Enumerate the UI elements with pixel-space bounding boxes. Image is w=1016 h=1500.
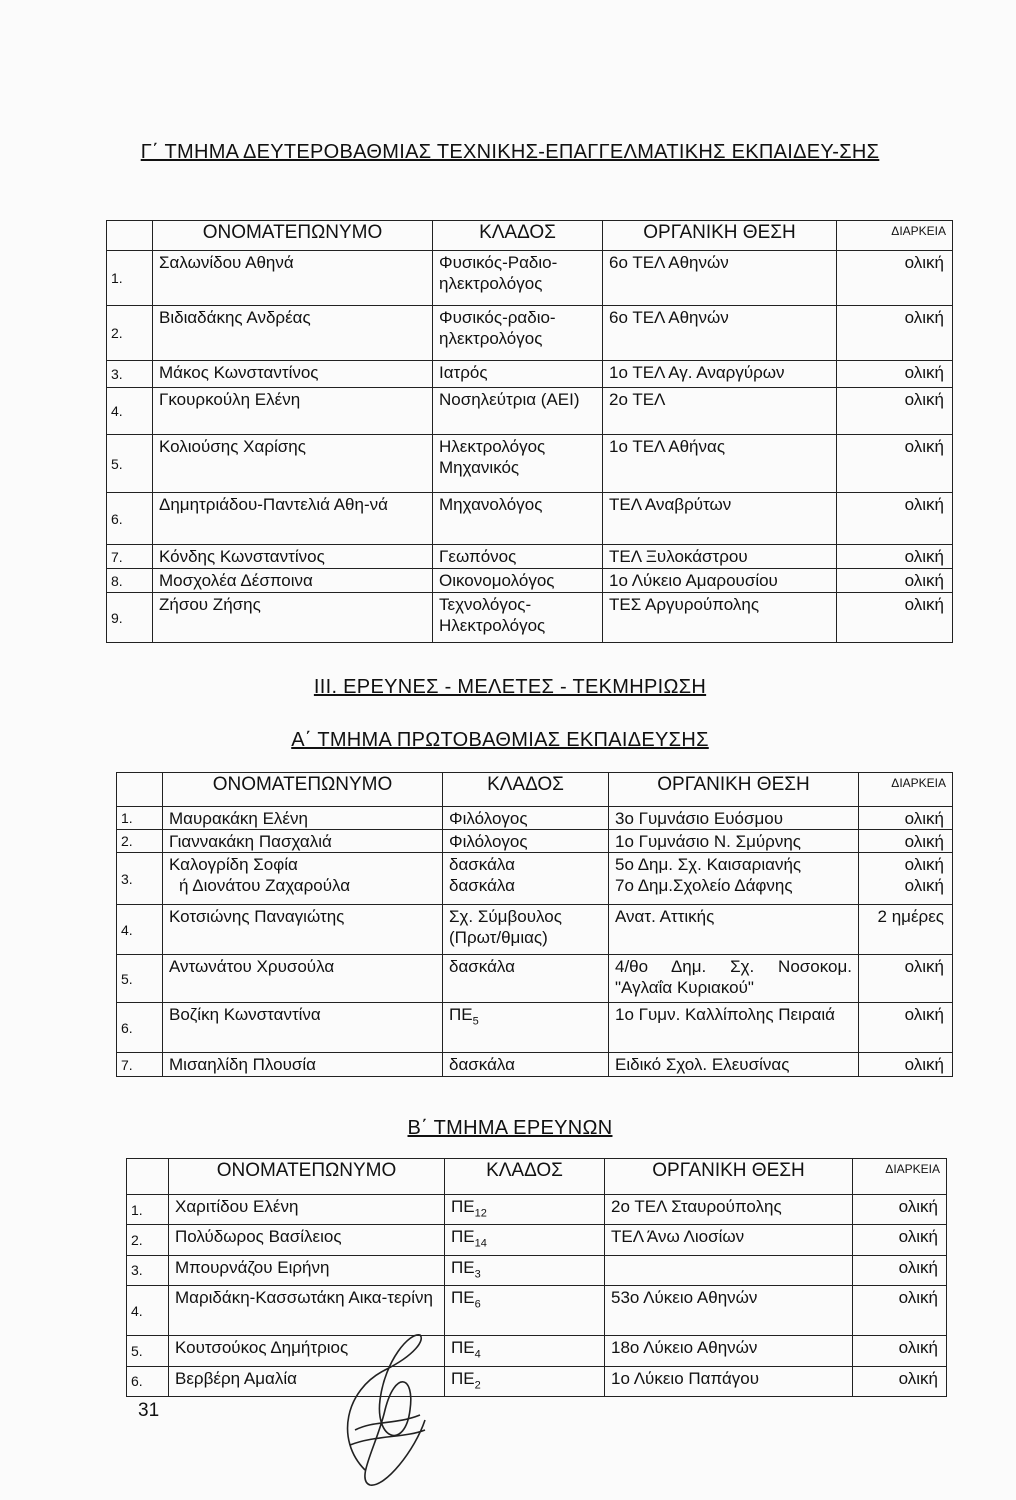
branch-line: δασκάλα [449, 855, 515, 874]
table-row [117, 1053, 953, 1077]
duration-line-alt: ολική [904, 876, 944, 895]
row-number: 2. [117, 830, 163, 853]
col-branch-header: ΚΛΑΔΟΣ [433, 221, 603, 251]
name-cell: Κοτσιώνης Παναγιώτης [163, 905, 443, 955]
row-number: 8. [107, 569, 153, 593]
table-row [127, 1195, 947, 1225]
position-cell: 6ο ΤΕΛ Αθηνών [603, 306, 837, 361]
duration-cell: ολική [837, 545, 953, 569]
section-g-table [106, 220, 953, 643]
branch-subscript: 12 [474, 1207, 487, 1220]
branch-code: ΠΕ [451, 1227, 475, 1247]
col-duration-header: ΔΙΑΡΚΕΙΑ [859, 773, 953, 807]
col-position-header: ΟΡΓΑΝΙΚΗ ΘΕΣΗ [603, 221, 837, 251]
duration-cell: ολική [859, 807, 953, 830]
branch-cell: δασκάλα [443, 1053, 609, 1077]
position-cell: 18ο Λύκειο Αθηνών [605, 1336, 853, 1366]
row-number: 4. [107, 388, 153, 435]
branch-code: ΠΕ [449, 1005, 473, 1024]
duration-cell: ολική [837, 593, 953, 643]
duration-cell: ολική [853, 1255, 947, 1285]
branch-code: ΠΕ [451, 1257, 475, 1277]
position-cell: 2ο ΤΕΛ Σταυρούπολης [605, 1195, 853, 1225]
duration-cell: ολική [837, 361, 953, 388]
table-row [107, 306, 953, 361]
position-cell: ΤΕΣ Αργυρούπολης [603, 593, 837, 643]
col-position-header: ΟΡΓΑΝΙΚΗ ΘΕΣΗ [605, 1159, 853, 1195]
duration-cell: ολική [859, 1053, 953, 1077]
name-cell: Μάκος Κωνσταντίνος [153, 361, 433, 388]
row-number: 2. [107, 306, 153, 361]
position-cell: 53ο Λύκειο Αθηνών [605, 1286, 853, 1336]
section-b-table [126, 1158, 947, 1397]
branch-cell: Φυσικός-Ραδιο-ηλεκτρολόγος [433, 251, 603, 306]
name-cell: Πολύδωρος Βασίλειος [169, 1225, 445, 1255]
table-row [107, 435, 953, 493]
col-duration-header: ΔΙΑΡΚΕΙΑ [837, 221, 953, 251]
position-cell: 1ο Γυμν. Καλλίπολης Πειραιά [609, 1003, 859, 1053]
col-branch-header: ΚΛΑΔΟΣ [445, 1159, 605, 1195]
name-cell: Βερβέρη Αμαλία [169, 1366, 445, 1396]
name-line: Καλογρίδη Σοφία [169, 855, 298, 874]
col-num [117, 773, 163, 807]
name-cell: Μισαηλίδη Πλουσία [163, 1053, 443, 1077]
branch-subscript: 14 [474, 1237, 487, 1250]
branch-cell [445, 1195, 605, 1225]
name-cell: Γκουρκούλη Ελένη [153, 388, 433, 435]
position-cell [605, 1255, 853, 1285]
row-number: 7. [107, 545, 153, 569]
branch-cell [445, 1366, 605, 1396]
row-number: 6. [127, 1366, 169, 1396]
table-row [127, 1286, 947, 1336]
branch-cell: Ηλεκτρολόγος Μηχανικός [433, 435, 603, 493]
signature-mark [325, 1330, 445, 1490]
branch-cell: Νοσηλεύτρια (ΑΕΙ) [433, 388, 603, 435]
col-num [127, 1159, 169, 1195]
duration-cell: ολική [859, 1003, 953, 1053]
col-name-header: ΟΝΟΜΑΤΕΠΩΝΥΜΟ [163, 773, 443, 807]
name-cell [163, 853, 443, 905]
duration-line: ολική [904, 855, 944, 874]
branch-cell [445, 1225, 605, 1255]
row-number: 9. [107, 593, 153, 643]
page-number: 31 [138, 1400, 160, 1421]
duration-cell: ολική [837, 569, 953, 593]
section-a-table [116, 772, 953, 1077]
name-cell: Ζήσου Ζήσης [153, 593, 433, 643]
name-cell: Κόνδης Κωνσταντίνος [153, 545, 433, 569]
table-row [107, 251, 953, 306]
name-cell: Γιαννακάκη Πασχαλιά [163, 830, 443, 853]
position-cell: 3ο Γυμνάσιο Ευόσμου [609, 807, 859, 830]
table-row [117, 955, 953, 1003]
position-cell: 1ο Λύκειο Αμαρουσίου [603, 569, 837, 593]
branch-cell [445, 1286, 605, 1336]
table-row [127, 1225, 947, 1255]
branch-cell [445, 1336, 605, 1366]
col-name-header: ΟΝΟΜΑΤΕΠΩΝΥΜΟ [169, 1159, 445, 1195]
duration-cell: ολική [837, 493, 953, 545]
branch-subscript: 3 [474, 1268, 481, 1281]
row-number: 3. [117, 853, 163, 905]
col-num [107, 221, 153, 251]
row-number: 5. [107, 435, 153, 493]
row-number: 2. [127, 1225, 169, 1255]
position-line: 5ο Δημ. Σχ. Καισαριανής [615, 855, 802, 874]
position-cell: ΤΕΛ Αναβρύτων [603, 493, 837, 545]
table-row [107, 493, 953, 545]
duration-cell: ολική [853, 1336, 947, 1366]
position-cell: 1ο Γυμνάσιο Ν. Σμύρνης [609, 830, 859, 853]
branch-cell [443, 1003, 609, 1053]
branch-cell: Φιλόλογος [443, 830, 609, 853]
duration-cell [859, 853, 953, 905]
name-cell: Αντωνάτου Χρυσούλα [163, 955, 443, 1003]
table-row [107, 569, 953, 593]
table-row [117, 905, 953, 955]
name-cell: Μοσχολέα Δέσποινα [153, 569, 433, 593]
row-number: 1. [117, 807, 163, 830]
name-cell: Βιδιαδάκης Ανδρέας [153, 306, 433, 361]
position-cell: 1ο ΤΕΛ Αγ. Αναργύρων [603, 361, 837, 388]
table-row [127, 1255, 947, 1285]
position-cell: 1ο ΤΕΛ Αθήνας [603, 435, 837, 493]
branch-cell: δασκάλα [443, 955, 609, 1003]
table-row [117, 807, 953, 830]
name-cell: Μπουρνάζου Ειρήνη [169, 1255, 445, 1285]
position-cell: ΤΕΛ Ξυλοκάστρου [603, 545, 837, 569]
duration-cell: ολική [837, 435, 953, 493]
branch-cell: Οικονομολόγος [433, 569, 603, 593]
table-row [107, 388, 953, 435]
branch-cell: Γεωπόνος [433, 545, 603, 569]
position-cell: ΤΕΛ Άνω Λιοσίων [605, 1225, 853, 1255]
name-cell: Σαλωνίδου Αθηνά [153, 251, 433, 306]
branch-subscript: 6 [474, 1298, 481, 1311]
duration-cell: ολική [837, 251, 953, 306]
row-number: 4. [127, 1286, 169, 1336]
duration-cell: ολική [837, 306, 953, 361]
section-iii-title: ΙΙΙ. ΕΡΕΥΝΕΣ - ΜΕΛΕΤΕΣ - ΤΕΚΜΗΡΙΩΣΗ [313, 676, 707, 698]
row-number: 6. [117, 1003, 163, 1053]
position-cell: Ανατ. Αττικής [609, 905, 859, 955]
branch-cell: Σχ. Σύμβουλος (Πρωτ/θμιας) [443, 905, 609, 955]
duration-cell: ολική [853, 1366, 947, 1396]
name-cell: Δημητριάδου-Παντελιά Αθη-νά [153, 493, 433, 545]
duration-cell: ολική [853, 1195, 947, 1225]
table-row [117, 1003, 953, 1053]
table-row [127, 1336, 947, 1366]
branch-cell [443, 853, 609, 905]
name-line-alt: ή Διονάτου Ζαχαρούλα [179, 876, 351, 895]
duration-cell: ολική [853, 1286, 947, 1336]
row-number: 5. [127, 1336, 169, 1366]
branch-subscript: 4 [474, 1348, 481, 1361]
position-cell: 2ο ΤΕΛ [603, 388, 837, 435]
branch-cell: Τεχνολόγος-Ηλεκτρολόγος [433, 593, 603, 643]
row-number: 5. [117, 955, 163, 1003]
row-number: 7. [117, 1053, 163, 1077]
name-cell: Χαριτίδου Ελένη [169, 1195, 445, 1225]
name-cell: Κουτσούκος Δημήτριος [169, 1336, 445, 1366]
position-cell: 4/θο Δημ. Σχ. Νοσοκομ. "Αγλαΐα Κυριακού" [609, 955, 859, 1003]
duration-cell: ολική [859, 830, 953, 853]
table-row [107, 593, 953, 643]
branch-code: ΠΕ [451, 1288, 475, 1308]
table-row [117, 830, 953, 853]
branch-subscript: 5 [472, 1015, 479, 1028]
branch-code: ΠΕ [451, 1338, 475, 1358]
position-line-alt: 7ο Δημ.Σχολείο Δάφνης [615, 876, 793, 895]
branch-cell: Μηχανολόγος [433, 493, 603, 545]
row-number: 3. [107, 361, 153, 388]
table-row [107, 361, 953, 388]
duration-cell: 2 ημέρες [859, 905, 953, 955]
row-number: 4. [117, 905, 163, 955]
branch-code: ΠΕ [451, 1197, 475, 1216]
branch-cell: Ιατρός [433, 361, 603, 388]
col-name-header: ΟΝΟΜΑΤΕΠΩΝΥΜΟ [153, 221, 433, 251]
table-row [107, 545, 953, 569]
name-cell: Μαριδάκη-Κασσωτάκη Αικα-τερίνη [169, 1286, 445, 1336]
branch-cell [445, 1255, 605, 1285]
position-cell: Ειδικό Σχολ. Ελευσίνας [609, 1053, 859, 1077]
duration-cell: ολική [853, 1225, 947, 1255]
position-cell: 1ο Λύκειο Παπάγου [605, 1366, 853, 1396]
branch-line-alt: δασκάλα [449, 876, 515, 895]
section-a-title: Α΄ ΤΜΗΜΑ ΠΡΩΤΟΒΑΘΜΙΑΣ ΕΚΠΑΙΔΕΥΣΗΣ [291, 729, 709, 751]
col-position-header: ΟΡΓΑΝΙΚΗ ΘΕΣΗ [609, 773, 859, 807]
branch-cell: Φιλόλογος [443, 807, 609, 830]
position-cell [609, 853, 859, 905]
row-number: 3. [127, 1255, 169, 1285]
row-number: 6. [107, 493, 153, 545]
branch-code: ΠΕ [451, 1368, 475, 1388]
name-cell: Κολιούσης Χαρίσης [153, 435, 433, 493]
section-b-title: Β΄ ΤΜΗΜΑ ΕΡΕΥΝΩΝ [407, 1117, 613, 1139]
branch-cell: Φυσικός-ραδιο-ηλεκτρολόγος [433, 306, 603, 361]
table-row [117, 853, 953, 905]
section-g-title: Γ΄ ΤΜΗΜΑ ΔΕΥΤΕΡΟΒΑΘΜΙΑΣ ΤΕΧΝΙΚΗΣ-ΕΠΑΓΓΕΛΜΑΤΙΚΗΣ ΕΚΠΑΙΔΕΥ-ΣΗΣ [140, 141, 880, 163]
name-cell: Μαυρακάκη Ελένη [163, 807, 443, 830]
duration-cell: ολική [837, 388, 953, 435]
row-number: 1. [107, 251, 153, 306]
table-row [127, 1366, 947, 1396]
col-duration-header: ΔΙΑΡΚΕΙΑ [853, 1159, 947, 1195]
name-cell: Βοζίκη Κωνσταντίνα [163, 1003, 443, 1053]
branch-subscript: 2 [474, 1378, 481, 1391]
row-number: 1. [127, 1195, 169, 1225]
position-cell: 6ο ΤΕΛ Αθηνών [603, 251, 837, 306]
duration-cell: ολική [859, 955, 953, 1003]
col-branch-header: ΚΛΑΔΟΣ [443, 773, 609, 807]
